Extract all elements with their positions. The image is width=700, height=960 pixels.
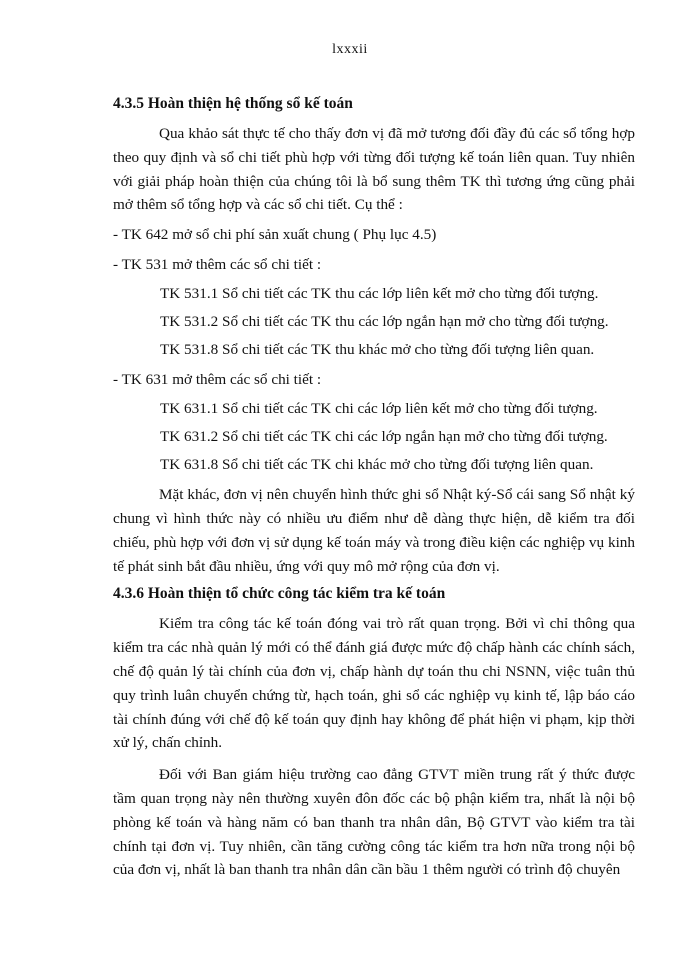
page-content: [113, 94, 635, 882]
sub-item-tk-631-8: TK 631.8 Sổ chi tiết các TK chi khác mở cho từng đối tượng liên quan.: [160, 456, 594, 474]
page-number: lxxxii: [332, 42, 368, 57]
sub-item-tk-531-2: TK 531.2 Sổ chi tiết các TK thu các lớp ngắn hạn mở cho từng đối tượng.: [160, 313, 609, 331]
sub-item-tk-631-1: TK 631.1 Sổ chi tiết các TK chi các lớp liên kết mở cho từng đối tượng.: [160, 400, 598, 418]
section-2-paragraph-1: Kiểm tra công tác kế toán đóng vai trò rất quan trọng. Bởi vì chỉ thông qua kiểm tra các nhà quản lý mới có thể đánh giá được mức độ chấp hành các chính sách, chế độ quản lý tài chính của đơn vị, chấp hành dự toán thu chi NSNN, việc tuân thủ quy trình luân chuyển chứng từ, hạch toán, ghi sổ các nghiệp vụ kinh tế, lập báo cáo tài chính đúng với chế độ kế toán quy định hay không để phát hiện vi phạm, kịp thời xử lý, chấn chỉnh.: [113, 615, 635, 752]
section-1-closing-paragraph: Mặt khác, đơn vị nên chuyển hình thức ghi sổ Nhật ký-Sổ cái sang Sổ nhật ký chung vì hình thức này có nhiều ưu điểm như dễ dàng thực hiện, dễ kiểm tra đối chiếu, phù hợp với đơn vị sử dụng kế toán máy và trong điều kiện các nghiệp vụ kinh tế phát sinh bắt đầu nhiều, ứng với quy mô mở rộng của đơn vị.: [113, 486, 635, 575]
bullet-tk-531: - TK 531 mở thêm các sổ chi tiết :: [113, 256, 322, 274]
sub-item-tk-531-8: TK 531.8 Sổ chi tiết các TK thu khác mở cho từng đối tượng liên quan.: [160, 341, 595, 359]
sub-item-tk-531-1: TK 531.1 Sổ chi tiết các TK thu các lớp liên kết mở cho từng đối tượng.: [160, 285, 599, 303]
section-heading-4-3-5: 4.3.5 Hoàn thiện hệ thống sổ kế toán: [113, 95, 353, 112]
section-1-intro-paragraph: Qua khảo sát thực tế cho thấy đơn vị đã mở tương đối đầy đủ các sổ tổng hợp theo quy định và sổ chi tiết phù hợp với từng đối tượng kế toán liên quan. Tuy nhiên với giải pháp hoàn thiện của chúng tôi là bổ sung thêm TK thì tương ứng cũng phải mở thêm sổ tổng hợp và các sổ chi tiết. Cụ thể :: [113, 125, 635, 214]
section-heading-4-3-6: 4.3.6 Hoàn thiện tổ chức công tác kiểm tra kế toán: [113, 585, 446, 603]
bullet-tk-642: - TK 642 mở sổ chi phí sản xuất chung ( Phụ lục 4.5): [113, 226, 437, 244]
bullet-tk-631: - TK 631 mở thêm các sổ chi tiết :: [113, 371, 322, 389]
section-2-paragraph-2: Đối với Ban giám hiệu trường cao đẳng GTVT miền trung rất ý thức được tầm quan trọng này nên thường xuyên đôn đốc các bộ phận kiểm tra, nhất là nội bộ phòng kế toán và hàng năm có ban thanh tra nhân dân, Bộ GTVT vào kiểm tra tài chính tại đơn vị. Tuy nhiên, cần tăng cường công tác kiểm tra hơn nữa trong nội bộ của đơn vị, nhất là ban thanh tra nhân dân cần bầu 1 thêm người có trình độ chuyên: [113, 766, 635, 879]
sub-item-tk-631-2: TK 631.2 Sổ chi tiết các TK chi các lớp ngắn hạn mở cho từng đối tượng.: [160, 428, 608, 446]
